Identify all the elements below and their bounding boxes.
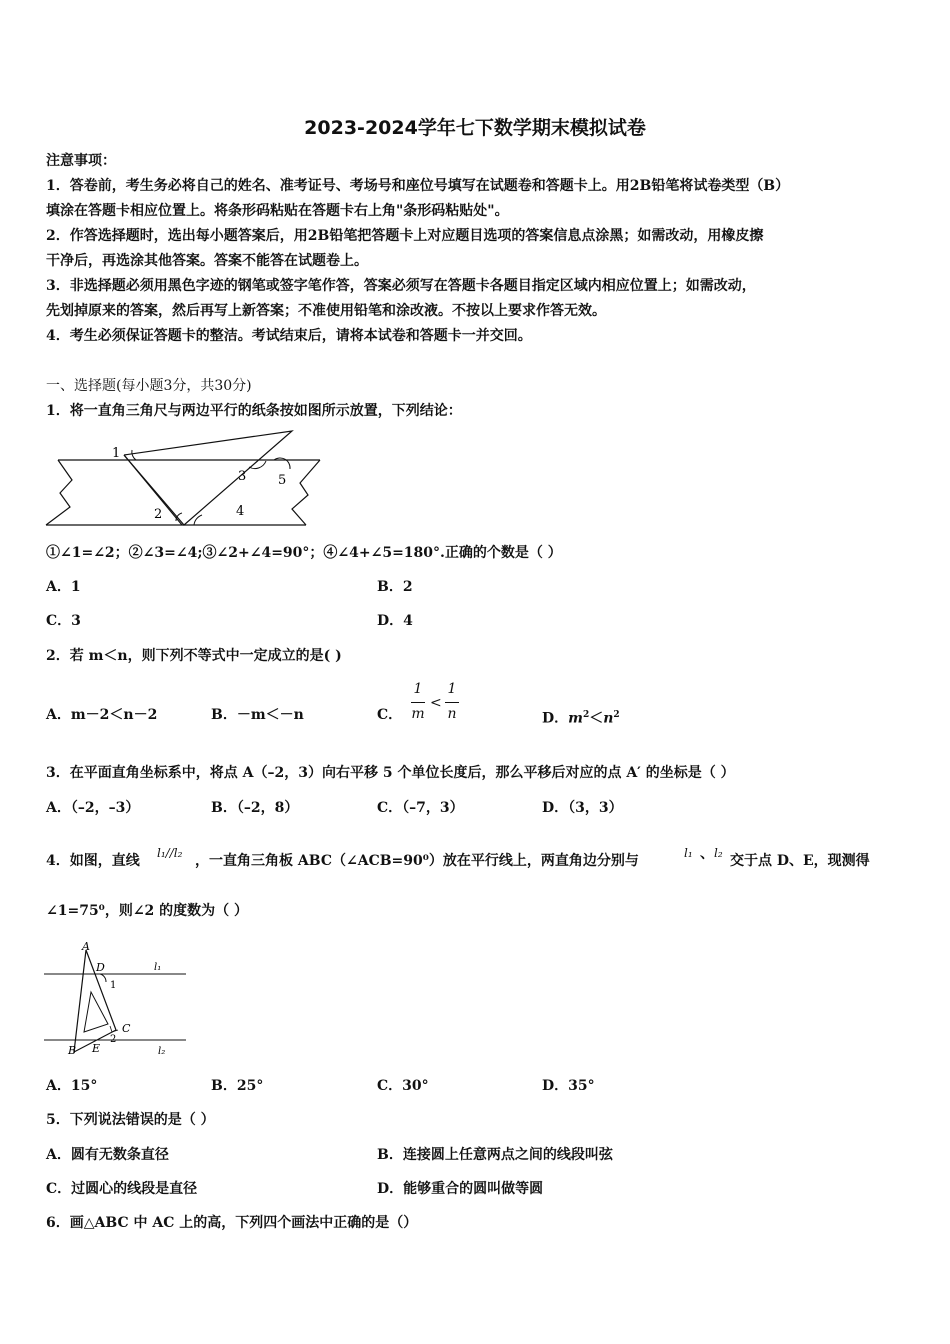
q4-option-d: D．35° (542, 1078, 595, 1094)
q2-d-n: n (603, 710, 614, 727)
page-title: 2023-2024学年七下数学期末模拟试卷 (304, 117, 646, 139)
notice-heading: 注意事项： (46, 153, 116, 169)
q4-stem-a: 4．如图，直线 (46, 853, 140, 869)
q4-l1: l₁ (684, 846, 693, 860)
fig-label-e: E (92, 1042, 101, 1055)
fig-label-c: C (122, 1022, 131, 1035)
q3-option-d: D．（3，3） (542, 800, 623, 816)
notice-line: 填涂在答题卡相应位置上。将条形码粘贴在答题卡右上角"条形码粘贴处"。 (46, 203, 509, 219)
q5-option-c: C．过圆心的线段是直径 (46, 1181, 198, 1197)
fig-label-2: 2 (154, 507, 163, 522)
q4-figure (44, 940, 194, 1060)
q4-sep: 、 (700, 846, 714, 862)
q1-conclusions: ①∠1=∠2；②∠3=∠4;③∠2+∠4=90°；④∠4+∠5=180°.正确的个数是（ ） (46, 545, 562, 561)
notice-line: 3．非选择题必须用黑色字迹的钢笔或签字笔作答，答案必须写在答题卡各题目指定区域内相应位置上；如需改动， (46, 278, 756, 294)
fig-label-4: 4 (236, 504, 245, 519)
notice-line: 4．考生必须保证答题卡的整洁。考试结束后，请将本试卷和答题卡一并交回。 (46, 328, 532, 344)
q2-frac2-den: n (447, 706, 457, 722)
fig-label-1: 1 (112, 446, 121, 461)
q2-option-a: A．m－2＜n－2 (46, 707, 158, 723)
fig-label-5: 5 (278, 473, 287, 488)
q4-stem-c: 交于点 D、E，现测得 (730, 853, 870, 869)
q2-frac2-line (445, 702, 459, 703)
q2-frac1-line (411, 702, 425, 703)
q2-frac-relation: < (430, 695, 442, 711)
q2-d-exp-m: 2 (582, 710, 590, 720)
q2-frac2-num: 1 (447, 681, 457, 697)
q4-l1l2: l₁//l₂ (157, 846, 183, 860)
q5-stem: 5．下列说法错误的是（ ） (46, 1112, 215, 1128)
q3-option-b: B．（–2，8） (211, 800, 299, 816)
q2-frac1-den: m (411, 706, 425, 722)
notice-line: 先划掉原来的答案，然后再写上新答案；不准使用铅笔和涂改液。不按以上要求作答无效。 (46, 303, 606, 319)
q2-d-rel: ＜ (589, 710, 604, 727)
notice-line: 干净后，再选涂其他答案。答案不能答在试题卷上。 (46, 253, 368, 269)
q4-stem-b: ，一直角三角板 ABC（∠ACB=90⁰）放在平行线上，两直角边分别与 (195, 853, 639, 869)
fig-label-3: 3 (238, 469, 247, 484)
q1-option-a: A．1 (46, 579, 81, 595)
q3-option-a: A．（–2，–3） (46, 800, 140, 816)
q5-option-a: A．圆有无数条直径 (46, 1147, 169, 1163)
q2-d-exp-n: 2 (613, 710, 620, 720)
q4-option-c: C．30° (377, 1078, 429, 1094)
q4-stem-d: ∠1=75⁰，则∠2 的度数为（ ） (46, 903, 249, 919)
fig-label-2: 2 (110, 1034, 117, 1045)
notice-line: 2．作答选择题时，选出每小题答案后，用2B铅笔把答题卡上对应题目选项的答案信息点涂黑；如需改动，用橡皮擦 (46, 228, 764, 244)
q4-option-a: A．15° (46, 1078, 98, 1094)
q2-option-b: B．－m＜－n (211, 707, 304, 723)
q1-option-b: B．2 (377, 579, 413, 595)
fig-label-b: B (68, 1044, 77, 1057)
q2-option-c-label: C． (377, 707, 403, 723)
fig-label-l1: l₁ (154, 962, 162, 973)
notice-line: 1．答卷前，考生务必将自己的姓名、准考证号、考场号和座位号填写在试题卷和答题卡上。用2B铅笔将试卷类型（B） (46, 178, 790, 194)
q1-figure (44, 425, 324, 530)
q5-option-d: D．能够重合的圆叫做等圆 (377, 1181, 544, 1197)
fig-label-l2: l₂ (158, 1046, 166, 1057)
q4-l2: l₂ (714, 846, 723, 860)
fig-label-1: 1 (110, 980, 117, 991)
q2-option-d (542, 705, 620, 729)
q6-stem: 6．画△ABC 中 AC 上的高，下列四个画法中正确的是（） (46, 1215, 418, 1231)
fig-label-d: D (96, 961, 105, 974)
q1-option-c: C．3 (46, 613, 81, 629)
q2-d-m: m (568, 710, 583, 727)
q2-d-label: D． (542, 710, 569, 727)
fig-label-a: A (82, 940, 90, 953)
q2-stem: 2．若 m＜n，则下列不等式中一定成立的是( ) (46, 648, 342, 664)
q1-stem: 1．将一直角三角尺与两边平行的纸条按如图所示放置，下列结论： (46, 403, 462, 419)
q1-option-d: D．4 (377, 613, 413, 629)
q3-stem: 3．在平面直角坐标系中，将点 A（–2，3）向右平移 5 个单位长度后，那么平移后对应的点 A′ 的坐标是（ ） (46, 765, 735, 781)
section-heading: 一、选择题(每小题3分，共30分) (46, 378, 252, 394)
q5-option-b: B．连接圆上任意两点之间的线段叫弦 (377, 1147, 613, 1163)
q2-frac1-num: 1 (413, 681, 423, 697)
q4-option-b: B．25° (211, 1078, 264, 1094)
q3-option-c: C．（–7，3） (377, 800, 464, 816)
